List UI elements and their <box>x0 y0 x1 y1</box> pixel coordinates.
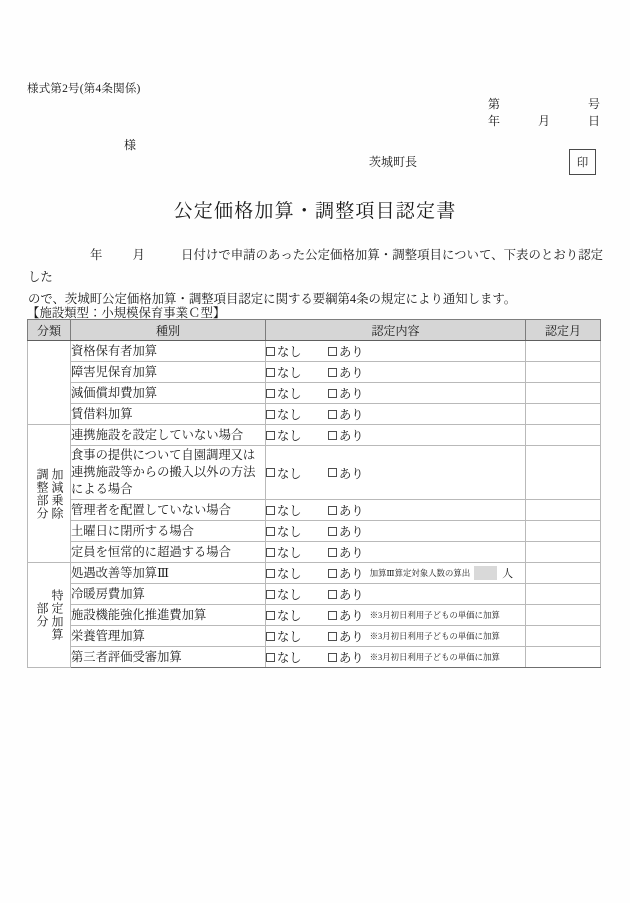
table-header-row <box>28 320 601 341</box>
checkbox-icon[interactable] <box>328 368 337 377</box>
seal-box <box>569 149 596 175</box>
table-row <box>28 605 601 626</box>
certification-month-cell[interactable] <box>526 542 601 563</box>
certification-month-cell[interactable] <box>526 563 601 584</box>
checkbox-option-no[interactable] <box>266 426 328 444</box>
table-row <box>28 362 601 383</box>
body-line2: ので、茨城町公定価格加算・調整項目認定に関する要綱第4条の規定により通知します。 <box>28 292 517 306</box>
certification-table <box>27 319 601 668</box>
option-label: あり <box>339 408 364 422</box>
checkbox-icon[interactable] <box>328 347 337 356</box>
option-label: あり <box>339 345 364 359</box>
certification-month-cell[interactable] <box>526 521 601 542</box>
checkbox-icon[interactable] <box>266 590 275 599</box>
checkbox-option-no[interactable] <box>266 405 328 423</box>
row-note: ※3月初日利用子どもの単価に加算 <box>369 631 500 641</box>
option-label: あり <box>339 546 364 560</box>
checkbox-option-yes[interactable] <box>328 606 364 624</box>
checkbox-icon[interactable] <box>266 389 275 398</box>
kind-cell: 障害児保育加算 <box>71 362 266 383</box>
checkbox-icon[interactable] <box>266 347 275 356</box>
certification-month-cell[interactable] <box>526 500 601 521</box>
option-group <box>266 342 525 360</box>
checkbox-option-no[interactable] <box>266 648 328 666</box>
content-cell <box>266 626 526 647</box>
option-label: なし <box>277 651 302 665</box>
kind-cell: 冷暖房費加算 <box>71 584 266 605</box>
issue-date-month: 月 <box>537 114 550 128</box>
table-body <box>28 341 601 668</box>
content-cell <box>266 446 526 500</box>
body-line1-rest: 日付けで申請のあった公定価格加算・調整項目について、下表のとおり認定した <box>28 248 604 284</box>
table-row <box>28 584 601 605</box>
content-cell <box>266 425 526 446</box>
content-cell <box>266 362 526 383</box>
checkbox-icon[interactable] <box>266 468 275 477</box>
content-cell <box>266 584 526 605</box>
content-cell <box>266 341 526 362</box>
count-input-field[interactable] <box>474 566 497 580</box>
kind-cell: 栄養管理加算 <box>71 626 266 647</box>
option-label: なし <box>277 387 302 401</box>
checkbox-option-yes[interactable] <box>328 363 364 381</box>
option-label: あり <box>339 429 364 443</box>
certification-month-cell[interactable] <box>526 425 601 446</box>
checkbox-icon[interactable] <box>328 389 337 398</box>
option-label: あり <box>339 567 364 581</box>
certification-month-cell[interactable] <box>526 362 601 383</box>
kind-cell: 管理者を配置していない場合 <box>71 500 266 521</box>
checkbox-icon[interactable] <box>266 653 275 662</box>
kind-cell: 定員を恒常的に超過する場合 <box>71 542 266 563</box>
kind-cell: 賃借料加算 <box>71 404 266 425</box>
kind-cell: 第三者評価受審加算 <box>71 647 266 668</box>
category-vertical-label <box>28 589 70 641</box>
option-group <box>266 543 525 561</box>
option-group <box>266 648 525 666</box>
column-header-month: 認定月 <box>526 320 601 341</box>
checkbox-option-yes[interactable] <box>328 464 364 482</box>
checkbox-option-no[interactable] <box>266 501 328 519</box>
form-number: 様式第2号(第4条関係) <box>27 83 141 95</box>
addressee-honorific: 様 <box>124 138 137 152</box>
table-header <box>28 320 601 341</box>
checkbox-option-no[interactable] <box>266 522 328 540</box>
table-row <box>28 542 601 563</box>
content-cell <box>266 521 526 542</box>
content-cell <box>266 605 526 626</box>
category-label-primary: 加減乗除 <box>50 467 64 520</box>
table-row <box>28 647 601 668</box>
option-label: あり <box>339 504 364 518</box>
checkbox-option-yes[interactable] <box>328 627 364 645</box>
checkbox-icon[interactable] <box>328 548 337 557</box>
checkbox-icon[interactable] <box>266 506 275 515</box>
category-vertical-label <box>28 468 70 520</box>
checkbox-option-no[interactable] <box>266 606 328 624</box>
certification-month-cell[interactable] <box>526 383 601 404</box>
option-group <box>266 522 525 540</box>
checkbox-icon[interactable] <box>328 611 337 620</box>
checkbox-icon[interactable] <box>266 527 275 536</box>
checkbox-option-no[interactable] <box>266 627 328 645</box>
checkbox-option-no[interactable] <box>266 543 328 561</box>
certification-table-wrap <box>27 319 600 668</box>
column-header-category: 分類 <box>28 320 71 341</box>
option-group <box>266 501 525 519</box>
checkbox-icon[interactable] <box>266 569 275 578</box>
checkbox-option-yes[interactable] <box>328 648 364 666</box>
content-cell <box>266 563 526 584</box>
table-row <box>28 500 601 521</box>
option-label: なし <box>277 466 302 481</box>
option-label: なし <box>277 630 302 644</box>
checkbox-icon[interactable] <box>266 431 275 440</box>
table-row <box>28 626 601 647</box>
checkbox-option-no[interactable] <box>266 585 328 603</box>
checkbox-option-yes[interactable] <box>328 522 364 540</box>
issue-date-year: 年 <box>488 114 501 128</box>
body-date-month: 月 <box>132 248 145 262</box>
option-label: なし <box>277 504 302 518</box>
seal-label: 印 <box>576 157 589 169</box>
table-row <box>28 425 601 446</box>
content-cell <box>266 542 526 563</box>
checkbox-option-no[interactable] <box>266 384 328 402</box>
document-number-suffix: 号 <box>587 97 600 111</box>
option-label: なし <box>277 609 302 623</box>
row-note: 加算Ⅲ算定対象人数の算出 <box>369 568 471 578</box>
option-label: あり <box>339 630 364 644</box>
table-row <box>28 521 601 542</box>
document-number-prefix: 第 <box>488 97 501 111</box>
kind-cell: 減価償却費加算 <box>71 383 266 404</box>
checkbox-icon[interactable] <box>328 506 337 515</box>
kind-cell: 資格保有者加算 <box>71 341 266 362</box>
kind-cell: 土曜日に閉所する場合 <box>71 521 266 542</box>
count-unit-label: 人 <box>502 568 514 580</box>
option-label: なし <box>277 546 302 560</box>
option-label: なし <box>277 429 302 443</box>
category-cell <box>28 425 71 563</box>
checkbox-option-yes[interactable] <box>328 384 364 402</box>
checkbox-icon[interactable] <box>328 590 337 599</box>
certification-month-cell[interactable] <box>526 404 601 425</box>
option-group <box>266 363 525 381</box>
certification-month-cell[interactable] <box>526 605 601 626</box>
option-label: なし <box>277 588 302 602</box>
category-cell <box>28 563 71 668</box>
checkbox-icon[interactable] <box>328 632 337 641</box>
checkbox-option-no[interactable] <box>266 363 328 381</box>
issue-date-day: 日 <box>587 114 600 128</box>
body-date-year: 年 <box>90 248 103 262</box>
checkbox-icon[interactable] <box>266 410 275 419</box>
row-note: ※3月初日利用子どもの単価に加算 <box>369 610 500 620</box>
certification-month-cell[interactable] <box>526 584 601 605</box>
checkbox-option-yes[interactable] <box>328 585 364 603</box>
option-group <box>266 384 525 402</box>
category-label-primary: 特定加算 <box>50 589 64 641</box>
option-label: なし <box>277 525 302 539</box>
checkbox-icon[interactable] <box>328 569 337 578</box>
certification-month-cell[interactable] <box>526 626 601 647</box>
checkbox-icon[interactable] <box>328 410 337 419</box>
checkbox-option-yes[interactable] <box>328 405 364 423</box>
kind-cell: 施設機能強化推進費加算 <box>71 605 266 626</box>
issuer-name: 茨城町長 <box>369 155 418 169</box>
option-group <box>266 464 525 482</box>
checkbox-option-yes[interactable] <box>328 342 364 360</box>
option-label: あり <box>339 609 364 623</box>
option-label: あり <box>339 366 364 380</box>
content-cell <box>266 383 526 404</box>
body-paragraph <box>28 244 603 310</box>
option-group <box>266 585 525 603</box>
checkbox-icon[interactable] <box>266 548 275 557</box>
certification-month-cell[interactable] <box>526 647 601 668</box>
checkbox-icon[interactable] <box>266 632 275 641</box>
checkbox-option-yes[interactable] <box>328 564 364 582</box>
kind-cell: 食事の提供について自園調理又は連携施設等からの搬入以外の方法による場合 <box>71 446 266 500</box>
checkbox-icon[interactable] <box>266 368 275 377</box>
category-label-secondary: 調整部分 <box>35 467 49 520</box>
option-label: なし <box>277 408 302 422</box>
kind-cell: 連携施設を設定していない場合 <box>71 425 266 446</box>
option-label: あり <box>339 466 364 481</box>
category-cell <box>28 341 71 425</box>
option-label: なし <box>277 345 302 359</box>
option-label: あり <box>339 651 364 665</box>
table-row <box>28 563 601 584</box>
checkbox-icon[interactable] <box>266 611 275 620</box>
column-header-content: 認定内容 <box>266 320 526 341</box>
category-label-secondary: 部分 <box>35 602 49 628</box>
table-row <box>28 446 601 500</box>
page-title: 公定価格加算・調整項目認定書 <box>173 201 457 222</box>
content-cell <box>266 404 526 425</box>
checkbox-option-yes[interactable] <box>328 426 364 444</box>
facility-type-label: 【施設類型：小規模保育事業Ｃ型】 <box>27 306 226 320</box>
checkbox-option-no[interactable] <box>266 342 328 360</box>
content-cell <box>266 647 526 668</box>
certification-month-cell[interactable] <box>526 446 601 500</box>
option-group <box>266 426 525 444</box>
checkbox-option-no[interactable] <box>266 464 328 482</box>
option-label: あり <box>339 387 364 401</box>
option-label: あり <box>339 588 364 602</box>
content-cell <box>266 500 526 521</box>
table-row <box>28 383 601 404</box>
option-label: なし <box>277 366 302 380</box>
option-group <box>266 627 525 645</box>
certification-month-cell[interactable] <box>526 341 601 362</box>
checkbox-option-yes[interactable] <box>328 501 364 519</box>
document-number-line <box>488 96 600 113</box>
checkbox-icon[interactable] <box>328 468 337 477</box>
document-number-block <box>488 96 600 130</box>
option-label: あり <box>339 525 364 539</box>
option-group <box>266 564 525 582</box>
table-row <box>28 341 601 362</box>
kind-cell: 処遇改善等加算Ⅲ <box>71 563 266 584</box>
checkbox-icon[interactable] <box>328 653 337 662</box>
checkbox-icon[interactable] <box>328 431 337 440</box>
table-row <box>28 404 601 425</box>
option-group <box>266 606 525 624</box>
option-group <box>266 405 525 423</box>
checkbox-option-yes[interactable] <box>328 543 364 561</box>
issue-date-line <box>488 113 600 130</box>
checkbox-icon[interactable] <box>328 527 337 536</box>
row-note: ※3月初日利用子どもの単価に加算 <box>369 652 500 662</box>
option-label: なし <box>277 567 302 581</box>
column-header-kind: 種別 <box>71 320 266 341</box>
checkbox-option-no[interactable] <box>266 564 328 582</box>
